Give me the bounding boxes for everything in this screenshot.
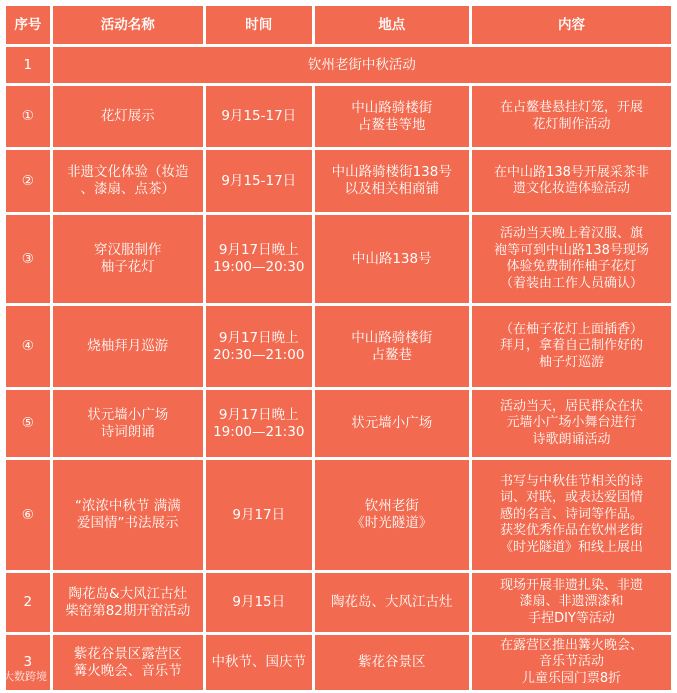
event-time: 9月17日晚上 20:30—21:00 <box>206 306 312 387</box>
event-name: 花灯展示 <box>53 86 203 147</box>
event-time: 中秋节、国庆节 <box>206 635 312 690</box>
header-place: 地点 <box>315 6 469 44</box>
event-place: 中山路138号 <box>315 215 469 303</box>
table-row <box>6 215 671 303</box>
event-content: 活动当天，居民群众在状 元墙小广场小舞台进行 诗歌朗诵活动 <box>472 390 671 457</box>
event-name: 烧柚拜月巡游 <box>53 306 203 387</box>
event-place: 中山路骑楼街 占鳌巷等地 <box>315 86 469 147</box>
event-content: 现场开展非遗扎染、非遗 漆扇、非遗漂漆和 手捏DIY等活动 <box>472 573 671 632</box>
table-row <box>6 635 671 690</box>
event-name: “浓浓中秋节 满满 爱国情”书法展示 <box>53 460 203 570</box>
row-no: ⑤ <box>6 390 50 457</box>
event-name: 状元墙小广场 诗词朗诵 <box>53 390 203 457</box>
table-row <box>6 306 671 387</box>
row-no: ① <box>6 86 50 147</box>
event-place: 钦州老街 《时光隧道》 <box>315 460 469 570</box>
row-no: ④ <box>6 306 50 387</box>
event-place: 陶花岛、大风江古灶 <box>315 573 469 632</box>
event-name: 紫花谷景区露营区 篝火晚会、音乐节 <box>53 635 203 690</box>
event-time: 9月17日晚上 19:00—21:30 <box>206 390 312 457</box>
event-time: 9月17日晚上 19:00—20:30 <box>206 215 312 303</box>
event-content: 在占鳌巷悬挂灯笼，开展 花灯制作活动 <box>472 86 671 147</box>
section-row <box>6 47 671 83</box>
event-content: （在柚子花灯上面插香） 拜月，拿着自己制作好的 柚子灯巡游 <box>472 306 671 387</box>
row-no: 3 <box>6 635 50 690</box>
event-place: 中山路骑楼街138号 以及相关相商铺 <box>315 150 469 212</box>
event-content: 在露营区推出篝火晚会、 音乐节活动 儿童乐园门票8折 <box>472 635 671 690</box>
row-no: ⑥ <box>6 460 50 570</box>
table-row <box>6 150 671 212</box>
row-no: ② <box>6 150 50 212</box>
table-row <box>6 460 671 570</box>
event-content: 书写与中秋佳节相关的诗 词、对联，或表达爱国情 感的名言、诗词等作品。 获奖优秀作品在钦州老街 《时光隧道》和线上展出 <box>472 460 671 570</box>
event-content: 在中山路138号开展采茶非 遗文化妆造体验活动 <box>472 150 671 212</box>
row-no: 2 <box>6 573 50 632</box>
event-time: 9月15-17日 <box>206 86 312 147</box>
table-row <box>6 86 671 147</box>
events-table <box>3 3 674 693</box>
event-name: 非遗文化体验（妆造 、漆扇、点茶） <box>53 150 203 212</box>
event-name: 陶花岛&大风江古灶 柴窑第82期开窑活动 <box>53 573 203 632</box>
event-content: 活动当天晚上着汉服、旗 袍等可到中山路138号现场 体验免费制作柚子花灯 （着装由工作人员确认） <box>472 215 671 303</box>
section-title: 钦州老街中秋活动 <box>53 47 671 83</box>
header-no: 序号 <box>6 6 50 44</box>
section-no: 1 <box>6 47 50 83</box>
event-place: 中山路骑楼街 占鳌巷 <box>315 306 469 387</box>
header-name: 活动名称 <box>53 6 203 44</box>
event-time: 9月17日 <box>206 460 312 570</box>
table-row <box>6 573 671 632</box>
watermark: 大数跨境 <box>3 670 47 683</box>
row-no: ③ <box>6 215 50 303</box>
header-content: 内容 <box>472 6 671 44</box>
header-time: 时间 <box>206 6 312 44</box>
event-name: 穿汉服制作 柚子花灯 <box>53 215 203 303</box>
event-place: 状元墙小广场 <box>315 390 469 457</box>
header-row <box>6 6 671 44</box>
event-time: 9月15日 <box>206 573 312 632</box>
table-row <box>6 390 671 457</box>
event-place: 紫花谷景区 <box>315 635 469 690</box>
event-time: 9月15-17日 <box>206 150 312 212</box>
